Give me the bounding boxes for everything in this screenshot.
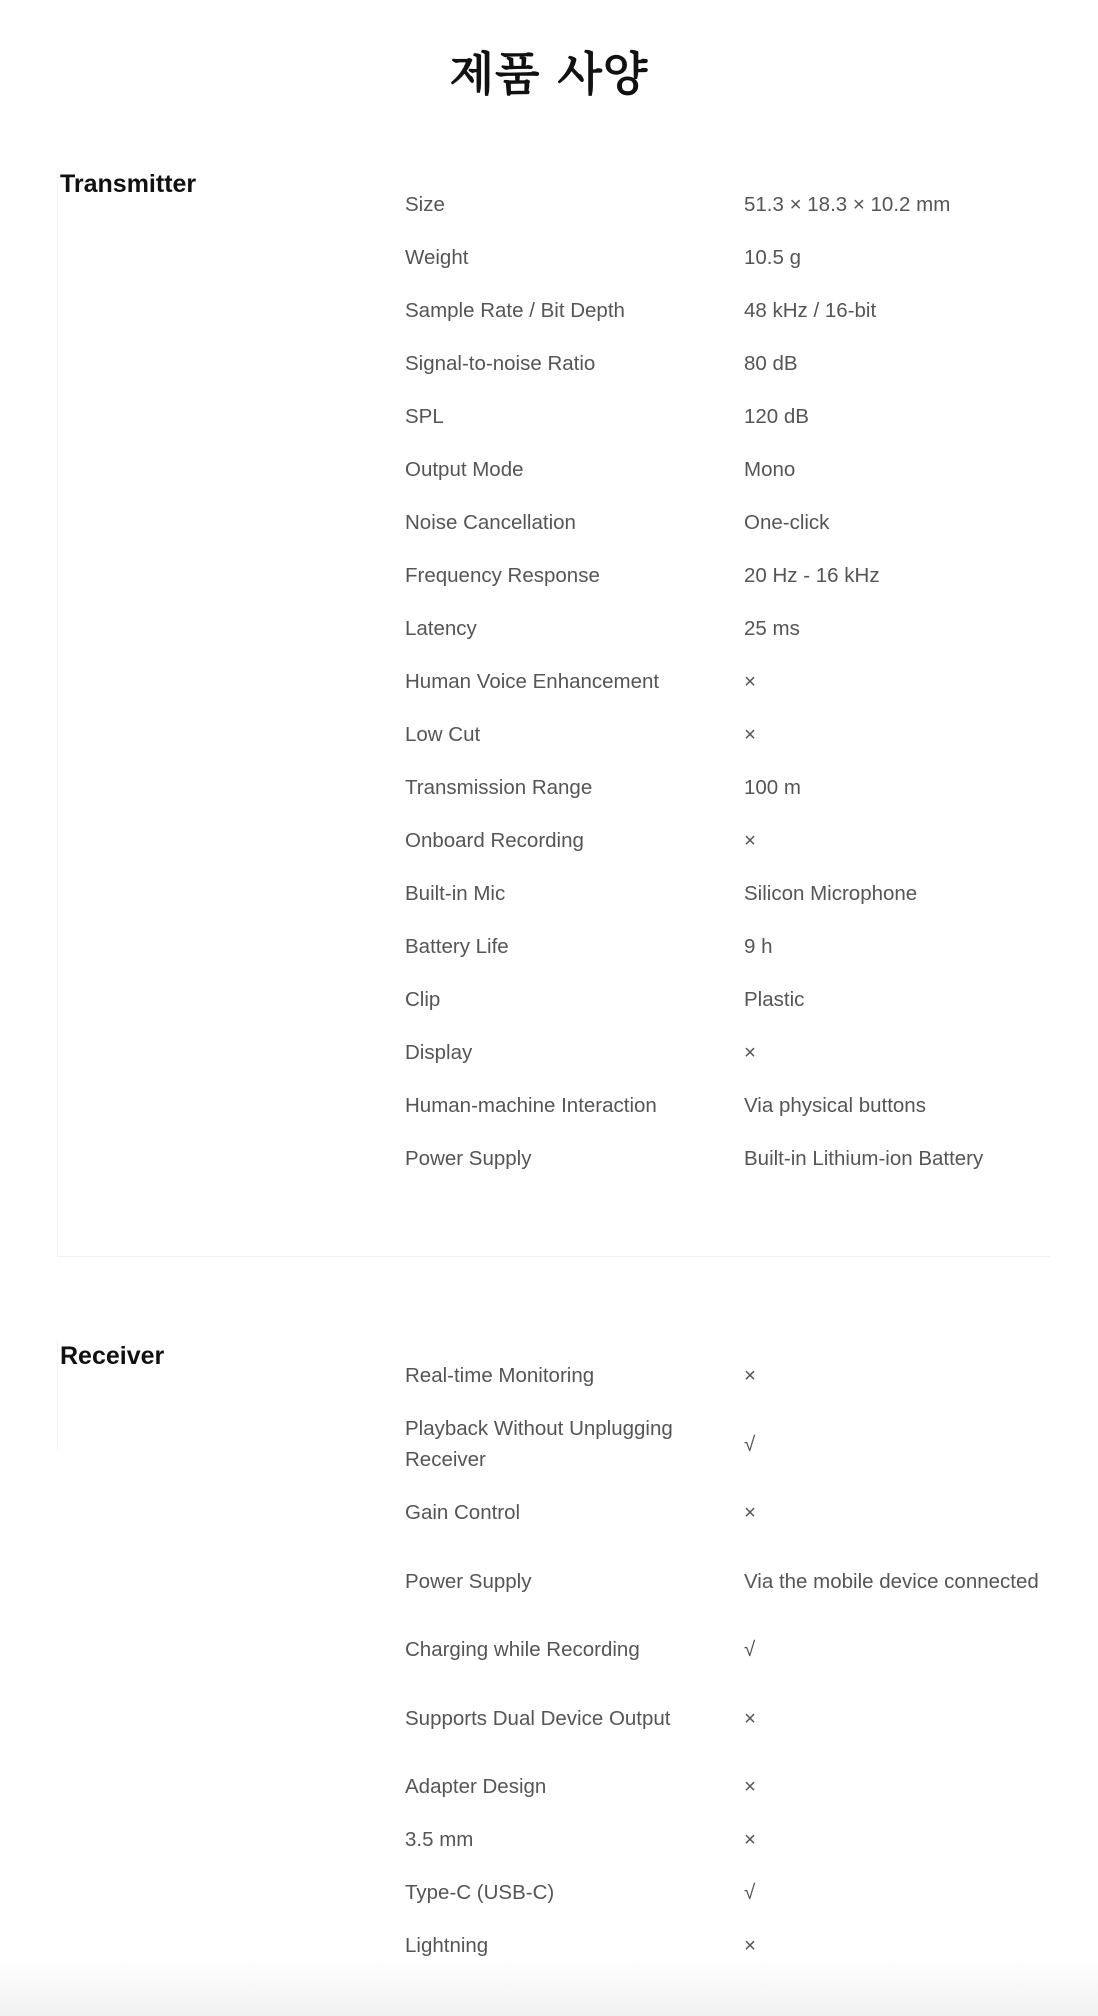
- spec-label: Adapter Design: [405, 1775, 547, 1798]
- spec-row-3-5-mm: [405, 1813, 1065, 1866]
- spec-value: ×: [744, 1828, 756, 1851]
- spec-label: Output Mode: [405, 458, 524, 481]
- spec-value: 120 dB: [744, 405, 809, 428]
- spec-value: ×: [744, 670, 756, 693]
- spec-label: Power Supply: [405, 1147, 532, 1170]
- spec-value: Mono: [744, 458, 796, 481]
- spec-row-dual-device-output: [405, 1676, 1065, 1760]
- spec-value: Via physical buttons: [744, 1094, 926, 1117]
- spec-label: Clip: [405, 988, 441, 1011]
- spec-value: ×: [744, 1934, 756, 1957]
- spec-label: SPL: [405, 405, 444, 428]
- spec-label: 3.5 mm: [405, 1828, 474, 1851]
- spec-value: 80 dB: [744, 352, 798, 375]
- spec-row-frequency-response: [405, 549, 1065, 602]
- spec-value: 25 ms: [744, 617, 800, 640]
- spec-label: Onboard Recording: [405, 829, 584, 852]
- spec-value: 20 Hz - 16 kHz: [744, 564, 880, 587]
- transmitter-spec-list: [405, 178, 1065, 1185]
- receiver-spec-list: [405, 1349, 1065, 1972]
- spec-value: ×: [744, 1364, 756, 1387]
- spec-row-snr: [405, 337, 1065, 390]
- spec-row-latency: [405, 602, 1065, 655]
- spec-value: One-click: [744, 511, 830, 534]
- spec-label: Supports Dual Device Output: [405, 1706, 671, 1730]
- spec-row-charging-while-recording: [405, 1623, 1065, 1676]
- spec-value: ×: [744, 1706, 756, 1730]
- spec-row-battery-life: [405, 920, 1065, 973]
- spec-value: 100 m: [744, 776, 801, 799]
- spec-row-display: [405, 1026, 1065, 1079]
- spec-label: Size: [405, 193, 445, 216]
- spec-label: Real-time Monitoring: [405, 1364, 595, 1387]
- spec-label: Playback Without Unplugging Receiver: [405, 1417, 673, 1471]
- spec-label: Signal-to-noise Ratio: [405, 352, 596, 375]
- spec-label: Battery Life: [405, 935, 509, 958]
- spec-row-output-mode: [405, 443, 1065, 496]
- spec-value: Silicon Microphone: [744, 882, 918, 905]
- spec-value: ×: [744, 829, 756, 852]
- spec-row-low-cut: [405, 708, 1065, 761]
- spec-row-voice-enhancement: [405, 655, 1065, 708]
- spec-label: Display: [405, 1041, 473, 1064]
- bottom-fade: [0, 1958, 1098, 2016]
- spec-label: Gain Control: [405, 1501, 521, 1524]
- transmitter-left-rule: [57, 170, 58, 1256]
- spec-label: Human-machine Interaction: [405, 1094, 657, 1117]
- spec-value: Built-in Lithium-ion Battery: [744, 1147, 984, 1170]
- spec-row-onboard-recording: [405, 814, 1065, 867]
- spec-label: Noise Cancellation: [405, 511, 576, 534]
- spec-value: 51.3 × 18.3 × 10.2 mm: [744, 193, 951, 216]
- spec-value: ×: [744, 1041, 756, 1064]
- spec-value: ×: [744, 723, 756, 746]
- spec-value: √: [744, 1638, 756, 1661]
- spec-label: Power Supply: [405, 1569, 532, 1593]
- spec-label: Built-in Mic: [405, 882, 506, 905]
- spec-row-size: [405, 178, 1065, 231]
- spec-row-type-c: [405, 1866, 1065, 1919]
- spec-row-playback: [405, 1402, 1065, 1486]
- spec-row-receiver-power-supply: [405, 1539, 1065, 1623]
- receiver-section-title: Receiver: [60, 1342, 165, 1370]
- spec-label: Low Cut: [405, 723, 481, 746]
- spec-row-adapter-design: [405, 1760, 1065, 1813]
- section-divider: [57, 1256, 1050, 1257]
- spec-label: Weight: [405, 246, 469, 269]
- spec-row-realtime-monitoring: [405, 1349, 1065, 1402]
- spec-row-gain-control: [405, 1486, 1065, 1539]
- spec-label: Charging while Recording: [405, 1638, 640, 1661]
- spec-value: 48 kHz / 16-bit: [744, 299, 877, 322]
- spec-row-spl: [405, 390, 1065, 443]
- spec-value: Via the mobile device connected: [744, 1569, 1039, 1593]
- spec-value: 9 h: [744, 935, 773, 958]
- spec-value: Plastic: [744, 988, 805, 1011]
- spec-value: √: [744, 1881, 756, 1904]
- spec-value: √: [744, 1432, 756, 1456]
- spec-label: Human Voice Enhancement: [405, 670, 660, 693]
- spec-value: ×: [744, 1775, 756, 1798]
- transmitter-section-title: Transmitter: [60, 170, 197, 198]
- spec-row-noise-cancellation: [405, 496, 1065, 549]
- spec-value: 10.5 g: [744, 246, 801, 269]
- spec-label: Latency: [405, 617, 477, 640]
- spec-label: Type-C (USB-C): [405, 1881, 555, 1904]
- spec-row-power-supply: [405, 1132, 1065, 1185]
- spec-value: ×: [744, 1501, 756, 1524]
- spec-row-transmission-range: [405, 761, 1065, 814]
- spec-row-built-in-mic: [405, 867, 1065, 920]
- spec-row-clip: [405, 973, 1065, 1026]
- receiver-left-rule: [57, 1340, 58, 1450]
- spec-label: Lightning: [405, 1934, 489, 1957]
- spec-row-sample-rate: [405, 284, 1065, 337]
- spec-label: Sample Rate / Bit Depth: [405, 299, 625, 322]
- spec-label: Transmission Range: [405, 776, 593, 799]
- spec-label: Frequency Response: [405, 564, 600, 587]
- page-title: 제품 사양: [449, 47, 649, 101]
- spec-row-hmi: [405, 1079, 1065, 1132]
- spec-row-weight: [405, 231, 1065, 284]
